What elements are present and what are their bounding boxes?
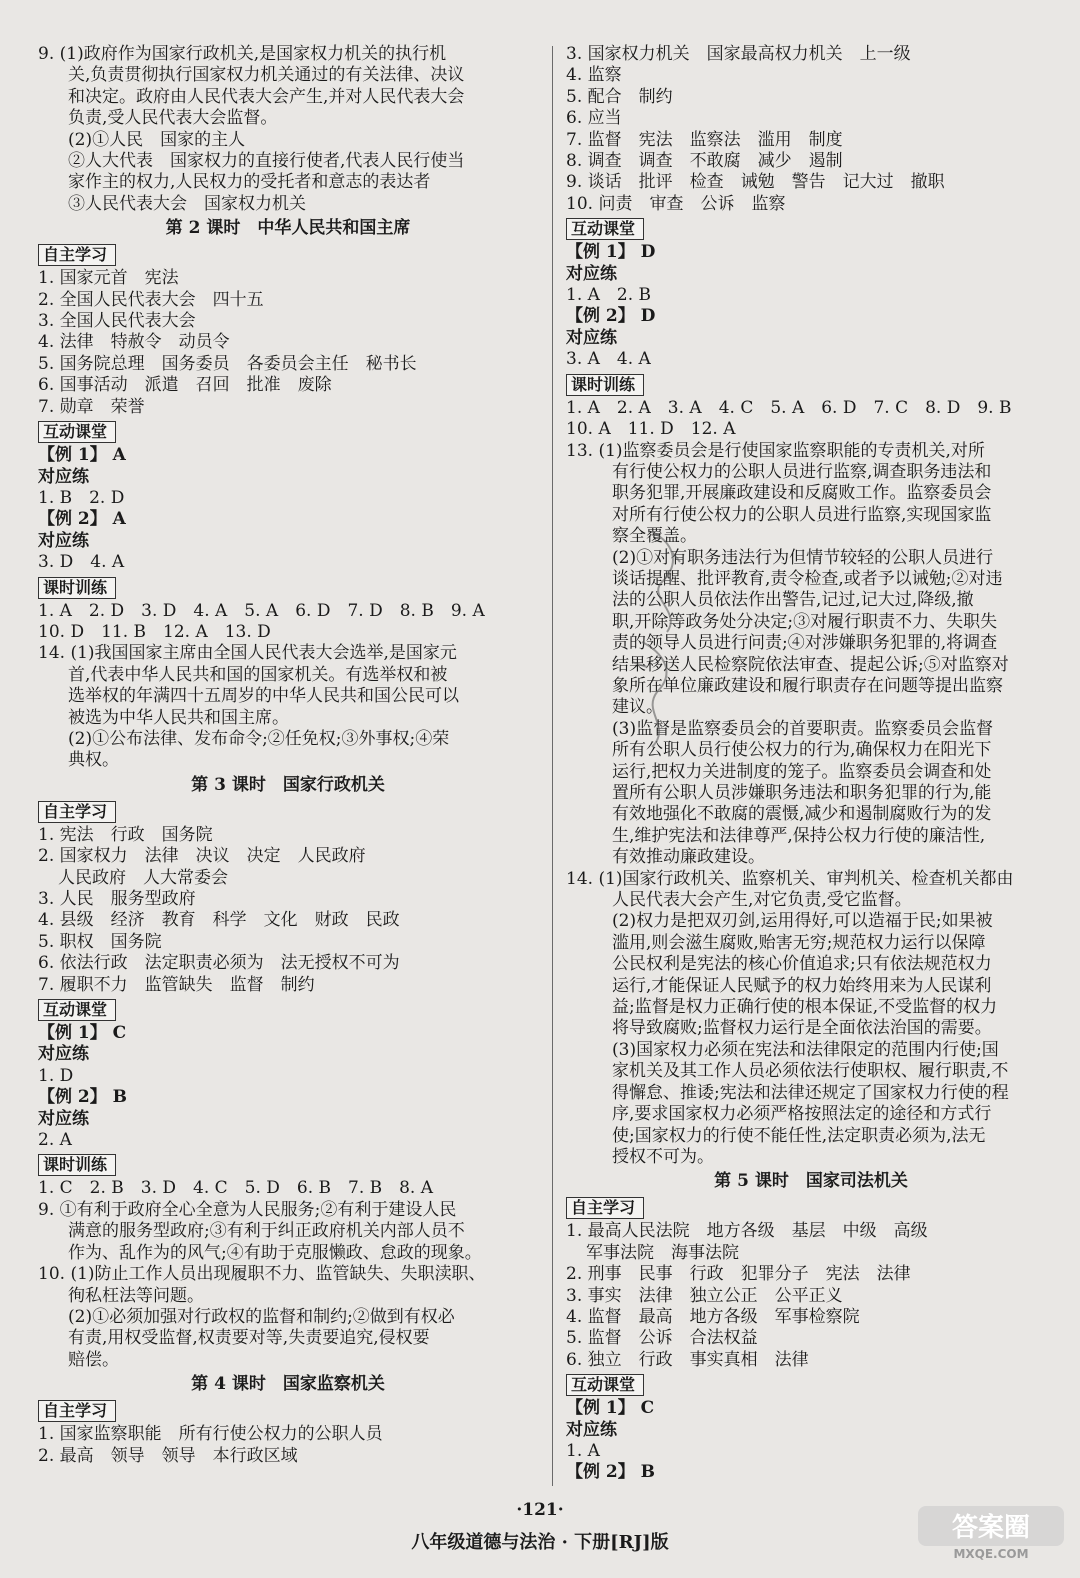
section-tag: 互动课堂 (38, 421, 116, 443)
answer-line: 作为、乱作为的风气;④有助于克服懒政、怠政的现象。 (68, 1242, 482, 1263)
example-label: 【例 2】 B (38, 1087, 128, 1108)
section-tag-row (38, 241, 538, 268)
column-divider (552, 46, 553, 1486)
answer-line: 6. 应当 (566, 108, 622, 129)
answer-line: ③人民代表大会 国家权力机关 (68, 193, 306, 214)
answer-line: 2. 全国人民代表大会 四十五 (38, 289, 264, 310)
lesson-heading: 第 3 课时 国家行政机关 (191, 774, 385, 795)
answer-line: 7. 勋章 荣誉 (38, 396, 145, 417)
answer-line: (2)①对有职务违法行为但情节较轻的公职人员进行 (612, 547, 994, 568)
example-label: 【例 2】 D (566, 306, 656, 327)
answer-line: 1. C 2. B 3. D 4. C 5. D 6. B 7. B 8. A (38, 1178, 434, 1199)
answer-line: 5. 国务院总理 国务委员 各委员会主任 秘书长 (38, 353, 417, 374)
answer-line: 1. 国家元首 宪法 (38, 268, 179, 289)
answer-line: 2. 国家权力 法律 决议 决定 人民政府 (38, 846, 366, 867)
answer-line: 6. 国事活动 派遣 召回 批准 废除 (38, 375, 332, 396)
example-label: 【例 1】 C (566, 1398, 655, 1419)
lesson-heading: 第 2 课时 中华人民共和国主席 (165, 218, 411, 239)
answer-line: 8. 调查 调查 不敢腐 减少 遏制 (566, 151, 843, 172)
answer-line: 所有公职人员行使公权力的行为,确保权力在阳光下 (612, 740, 992, 761)
answer-line: 将导致腐败;监督权力运行是全面依法治国的需要。 (612, 1018, 992, 1039)
lesson-heading: 第 5 课时 国家司法机关 (714, 1171, 908, 1192)
answer-line: 10. A 11. D 12. A (566, 419, 736, 440)
section-tag: 自主学习 (566, 1197, 644, 1219)
answer-line: 结果移送人民检察院依法审查、提起公诉;⑤对监察对 (612, 654, 1009, 675)
answer-line: (2)①必须加强对行政权的监督和制约;②做到有权必 (68, 1306, 455, 1327)
answer-line: 2. 最高 领导 领导 本行政区域 (38, 1445, 298, 1466)
answer-line: 1. A 2. D 3. D 4. A 5. A 6. D 7. D 8. B 9. A (38, 600, 485, 621)
answer-line: 9. (1)政府作为国家行政机关,是国家权力机关的执行机 (38, 44, 447, 64)
example-label: 对应练 (38, 1044, 89, 1065)
section-tag-row (38, 996, 538, 1023)
answer-line: 1. A 2. A 3. A 4. C 5. A 6. D 7. C 8. D 9. B (566, 397, 1012, 418)
answer-line: (3)监督是监察委员会的首要职责。监察委员会监督 (612, 718, 994, 739)
section-tag-row (38, 1151, 538, 1178)
example-label: 【例 1】 D (566, 242, 656, 263)
answer-line: 象所在单位廉政建设和履行职责存在问题等提出监察 (612, 675, 1003, 696)
answer-line: 有效地强化不敢腐的震慑,减少和遏制腐败行为的发 (612, 804, 992, 825)
answer-line: (2)①公布法律、发布命令;②任免权;③外事权;④荣 (68, 728, 450, 749)
answer-line: ②人大代表 国家权力的直接行使者,代表人民行使当 (68, 151, 465, 172)
answer-line: 法的公职人员依法作出警告,记过,记大过,降级,撤 (612, 590, 974, 611)
answer-line: 和决定。政府由人民代表大会产生,并对人民代表大会 (68, 86, 465, 107)
answer-line: 军事法院 海事法院 (586, 1242, 739, 1263)
example-label: 【例 1】 C (38, 1023, 127, 1044)
section-tag-row (38, 418, 538, 445)
handwriting-mark (612, 522, 722, 772)
answer-line: 1. B 2. D (38, 487, 125, 508)
answer-line: (3)国家权力必须在宪法和法律限定的范围内行使;国 (612, 1039, 999, 1060)
example-label: 【例 1】 A (38, 445, 126, 466)
answer-line: 5. 职权 国务院 (38, 931, 162, 952)
section-tag: 课时训练 (38, 1154, 116, 1176)
answer-line: 授权不可为。 (612, 1146, 714, 1167)
answer-line: 被选为中华人民共和国主席。 (68, 707, 289, 728)
page-number: ·121· (516, 1500, 564, 1520)
answer-line: 2. A (38, 1130, 72, 1151)
section-tag-row (38, 574, 538, 601)
watermark-text: 答案圈 (951, 1513, 1031, 1543)
answer-line: 置所有公职人员涉嫌职务违法和职务犯罪的行为,能 (612, 783, 992, 803)
answer-line: 责的领导人员进行问责;④对涉嫌职务犯罪的,将调查 (612, 633, 998, 654)
answer-line: 1. A 2. B (566, 285, 652, 306)
answer-line: 10. (1)防止工作人员出现履职不力、监管缺失、失职渎职、 (38, 1264, 486, 1285)
example-label: 对应练 (566, 1419, 617, 1440)
section-tag: 课时训练 (566, 374, 644, 396)
answer-line: 5. 配合 制约 (566, 86, 673, 107)
watermark-url: MXQE.COM (953, 1547, 1029, 1561)
answer-line: 职,开除等政务处分决定;③对履行职责不力、失职失 (612, 611, 998, 632)
lesson-heading: 第 4 课时 国家监察机关 (191, 1374, 385, 1395)
answer-line: 3. 全国人民代表大会 (38, 311, 196, 332)
answer-line: 关,负责贯彻执行国家权力机关通过的有关法律、决议 (68, 65, 465, 86)
answer-line: 10. 问责 审查 公诉 监察 (566, 193, 786, 214)
answer-line: 满意的服务型政府;③有利于纠正政府机关内部人员不 (68, 1221, 465, 1242)
answer-line: 建议。 (612, 697, 663, 718)
answer-line: 生,维护宪法和法律尊严,保持公权力行使的廉洁性, (612, 825, 986, 846)
answer-line: 得懈怠、推诿;宪法和法律还规定了国家权力行使的程 (612, 1082, 1009, 1103)
example-label: 对应练 (38, 466, 89, 487)
answer-line: 1. 国家监察职能 所有行使公权力的公职人员 (38, 1424, 383, 1445)
section-tag-row (38, 1397, 538, 1424)
answer-line: (2)①人民 国家的主人 (68, 129, 246, 150)
answer-line: 3. A 4. A (566, 349, 651, 370)
answer-line: 1. D (38, 1065, 74, 1086)
answer-line: 有效推动廉政建设。 (612, 847, 765, 868)
answer-line: 谈话提醒、批评教育,责令检查,或者予以诫勉;②对违 (612, 568, 1003, 589)
answer-line: 1. A (566, 1440, 600, 1461)
example-label: 对应练 (38, 1108, 89, 1129)
answer-line: 5. 监督 公诉 合法权益 (566, 1328, 758, 1349)
answer-line: 有行使公权力的公职人员进行监察,调查职务违法和 (612, 461, 992, 482)
answer-line: 9. 谈话 批评 检查 诫勉 警告 记大过 撤职 (566, 172, 945, 193)
answer-line: 滥用,则会滋生腐败,贻害无穷;规范权力运行以保障 (612, 932, 986, 953)
answer-line: 典权。 (68, 750, 119, 771)
section-tag-row (566, 371, 1056, 398)
section-tag: 互动课堂 (566, 218, 644, 240)
answer-line: 4. 法律 特赦令 动员令 (38, 332, 230, 353)
answer-line: 6. 依法行政 法定职责必须为 法无授权不可为 (38, 953, 400, 974)
answer-line: 益;监督是权力正确行使的根本保证,不受监督的权力 (612, 997, 998, 1018)
section-tag: 课时训练 (38, 577, 116, 599)
watermark-logo (916, 1502, 1066, 1562)
section-tag: 自主学习 (38, 1400, 116, 1422)
answer-line: 使;国家权力的行使不能任性,法定职责必须为,法无 (612, 1125, 986, 1146)
book-title: 八年级道德与法治 · 下册[RJ]版 (411, 1532, 669, 1553)
example-label: 对应练 (566, 263, 617, 284)
example-label: 【例 2】 A (38, 509, 126, 530)
section-tag-row (566, 1194, 1056, 1221)
example-label: 对应练 (566, 327, 617, 348)
answer-line: 家作主的权力,人民权力的受托者和意志的表达者 (68, 172, 431, 193)
answer-line: 14. (1)国家行政机关、监察机关、审判机关、检查机关都由 (566, 868, 1014, 889)
answer-line: 序,要求国家权力必须严格按照法定的途径和方式行 (612, 1104, 992, 1125)
answer-line: 对所有行使公权力的公职人员进行监察,实现国家监 (612, 504, 992, 525)
answer-line: 9. ①有利于政府全心全意为人民服务;②有利于建设人民 (38, 1199, 457, 1220)
answer-line: 6. 独立 行政 事实真相 法律 (566, 1349, 809, 1370)
answer-line: 4. 县级 经济 教育 科学 文化 财政 民政 (38, 910, 400, 931)
section-tag: 自主学习 (38, 244, 116, 266)
answer-line: 运行,才能保证人民赋予的权力始终用来为人民谋利 (612, 975, 992, 996)
answer-line: 10. D 11. B 12. A 13. D (38, 621, 271, 642)
example-label: 对应练 (38, 530, 89, 551)
answer-line: 2. 刑事 民事 行政 犯罪分子 宪法 法律 (566, 1264, 911, 1285)
answer-line: 4. 监察 (566, 65, 622, 86)
answer-line: 14. (1)我国国家主席由全国人民代表大会选举,是国家元 (38, 643, 457, 664)
answer-line: 公民权利是宪法的核心价值追求;只有依法规范权力 (612, 954, 992, 975)
answer-line: 3. 国家权力机关 国家最高权力机关 上一级 (566, 44, 911, 64)
answer-line: 13. (1)监察委员会是行使国家监察职能的专责机关,对所 (566, 440, 985, 461)
answer-line: 7. 监督 宪法 监察法 滥用 制度 (566, 129, 843, 150)
section-tag-row (38, 798, 538, 825)
answer-line: 家机关及其工作人员必须依法行使职权、履行职责,不 (612, 1061, 1009, 1082)
section-tag: 互动课堂 (38, 999, 116, 1021)
section-tag-row (566, 1371, 1056, 1398)
answer-line: (2)权力是把双刃剑,运用得好,可以造福于民;如果被 (612, 911, 993, 932)
answer-line: 运行,把权力关进制度的笼子。监察委员会调查和处 (612, 761, 992, 782)
answer-line: 1. 最高人民法院 地方各级 基层 中级 高级 (566, 1221, 928, 1242)
left-column (38, 44, 538, 1467)
answer-line: 察全覆盖。 (612, 526, 697, 547)
answer-line: 选举权的年满四十五周岁的中华人民共和国公民可以 (68, 686, 459, 707)
answer-line: 1. 宪法 行政 国务院 (38, 824, 213, 845)
section-tag: 自主学习 (38, 801, 116, 823)
answer-line: 职务犯罪,开展廉政建设和反腐败工作。监察委员会 (612, 483, 992, 504)
example-label: 【例 2】 B (566, 1462, 656, 1483)
answer-line: 3. D 4. A (38, 552, 125, 573)
section-tag-row (566, 215, 1056, 242)
answer-line: 负责,受人民代表大会监督。 (68, 108, 278, 129)
answer-line: 3. 事实 法律 独立公正 公平正义 (566, 1285, 843, 1306)
answer-line: 有责,用权受监督,权责要对等,失责要追究,侵权要 (68, 1328, 430, 1349)
section-tag: 互动课堂 (566, 1374, 644, 1396)
answer-line: 人民政府 人大常委会 (58, 867, 228, 888)
answer-line: 4. 监督 最高 地方各级 军事检察院 (566, 1306, 860, 1327)
answer-line: 人民代表大会产生,对它负责,受它监督。 (612, 890, 912, 911)
answer-line: 3. 人民 服务型政府 (38, 889, 196, 909)
answer-line: 徇私枉法等问题。 (68, 1285, 204, 1306)
answer-line: 首,代表中华人民共和国的国家机关。有选举权和被 (68, 664, 448, 685)
answer-line: 赔偿。 (68, 1349, 119, 1370)
answer-line: 7. 履职不力 监管缺失 监督 制约 (38, 974, 315, 995)
